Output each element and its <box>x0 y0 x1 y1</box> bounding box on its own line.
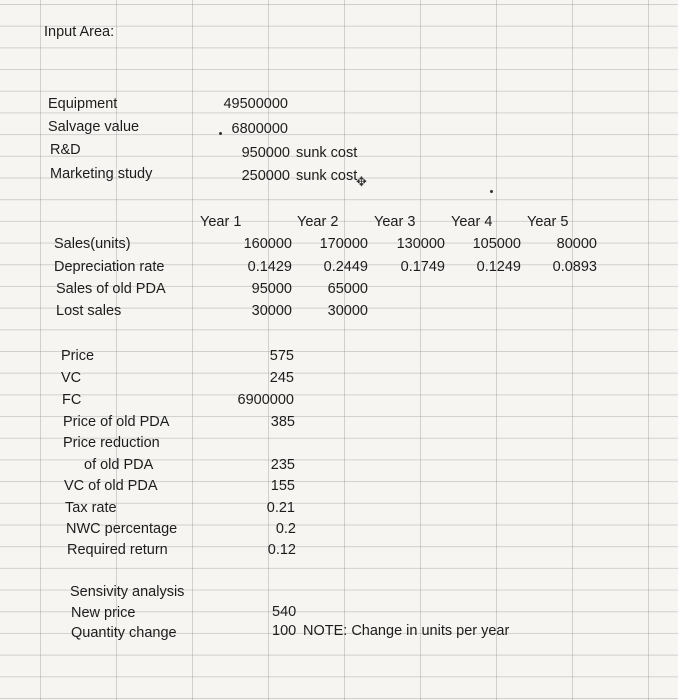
value-price-reduction[interactable]: 235 <box>270 457 295 473</box>
header-year-1[interactable]: Year 1 <box>200 214 242 230</box>
sales-units-y4[interactable]: 105000 <box>472 236 521 252</box>
sales-old-pda-y1[interactable]: 95000 <box>251 281 292 297</box>
value-salvage-value[interactable]: 6800000 <box>231 121 288 137</box>
value-vc-old-pda[interactable]: 155 <box>270 478 295 494</box>
label-price[interactable]: Price <box>61 348 95 364</box>
label-fc[interactable]: FC <box>62 392 82 408</box>
value-required-return[interactable]: 0.12 <box>267 542 296 558</box>
header-year-4[interactable]: Year 4 <box>451 214 493 230</box>
sales-units-y1[interactable]: 160000 <box>243 236 292 252</box>
value-equipment[interactable]: 49500000 <box>223 96 288 112</box>
header-year-5[interactable]: Year 5 <box>527 214 569 230</box>
lost-sales-y1[interactable]: 30000 <box>251 303 292 319</box>
lost-sales-y2[interactable]: 30000 <box>327 303 368 319</box>
label-of-old-pda[interactable]: of old PDA <box>84 457 154 473</box>
label-quantity-change[interactable]: Quantity change <box>71 625 177 641</box>
label-rnd[interactable]: R&D <box>50 142 81 158</box>
input-area-title: Input Area: <box>44 24 115 40</box>
depreciation-y2[interactable]: 0.2449 <box>323 259 368 275</box>
cross-cursor-icon: ✥ <box>356 174 367 189</box>
header-year-3[interactable]: Year 3 <box>374 214 416 230</box>
value-nwc-percentage[interactable]: 0.2 <box>275 521 296 537</box>
note-marketing-study[interactable]: sunk cost <box>296 168 358 184</box>
label-tax-rate[interactable]: Tax rate <box>65 500 117 516</box>
label-marketing-study[interactable]: Marketing study <box>50 166 153 182</box>
label-vc-old-pda[interactable]: VC of old PDA <box>64 478 158 494</box>
depreciation-y3[interactable]: 0.1749 <box>400 259 445 275</box>
value-new-price[interactable]: 540 <box>272 604 297 620</box>
depreciation-y4[interactable]: 0.1249 <box>476 259 521 275</box>
sales-units-y5[interactable]: 80000 <box>556 236 597 252</box>
sales-units-y2[interactable]: 170000 <box>319 236 368 252</box>
value-vc[interactable]: 245 <box>269 370 294 386</box>
value-price-old-pda[interactable]: 385 <box>270 414 295 430</box>
note-units-per-year[interactable]: NOTE: Change in units per year <box>303 623 510 639</box>
sales-old-pda-y2[interactable]: 65000 <box>327 281 368 297</box>
value-price[interactable]: 575 <box>269 348 294 364</box>
stray-mark <box>490 190 493 193</box>
label-vc[interactable]: VC <box>61 370 82 386</box>
label-depreciation-rate[interactable]: Depreciation rate <box>54 259 165 275</box>
value-marketing-study[interactable]: 250000 <box>241 168 290 184</box>
stray-mark <box>219 132 222 135</box>
note-rnd[interactable]: sunk cost <box>296 145 358 161</box>
label-required-return[interactable]: Required return <box>67 542 168 558</box>
depreciation-y5[interactable]: 0.0893 <box>552 259 597 275</box>
label-sensitivity-analysis[interactable]: Sensivity analysis <box>70 584 185 600</box>
sales-units-y3[interactable]: 130000 <box>396 236 445 252</box>
label-nwc-percentage[interactable]: NWC percentage <box>66 521 178 537</box>
value-quantity-change[interactable]: 100 <box>272 623 297 639</box>
label-new-price[interactable]: New price <box>71 605 136 621</box>
header-year-2[interactable]: Year 2 <box>297 214 339 230</box>
label-salvage-value[interactable]: Salvage value <box>48 119 140 135</box>
label-price-old-pda[interactable]: Price of old PDA <box>63 414 170 430</box>
label-price-reduction[interactable]: Price reduction <box>63 435 160 451</box>
value-tax-rate[interactable]: 0.21 <box>266 500 295 516</box>
label-equipment[interactable]: Equipment <box>48 96 118 112</box>
label-sales-old-pda[interactable]: Sales of old PDA <box>56 281 166 297</box>
label-lost-sales[interactable]: Lost sales <box>56 303 122 319</box>
depreciation-y1[interactable]: 0.1429 <box>247 259 292 275</box>
label-sales-units[interactable]: Sales(units) <box>54 236 131 252</box>
value-fc[interactable]: 6900000 <box>237 392 294 408</box>
value-rnd[interactable]: 950000 <box>241 145 290 161</box>
